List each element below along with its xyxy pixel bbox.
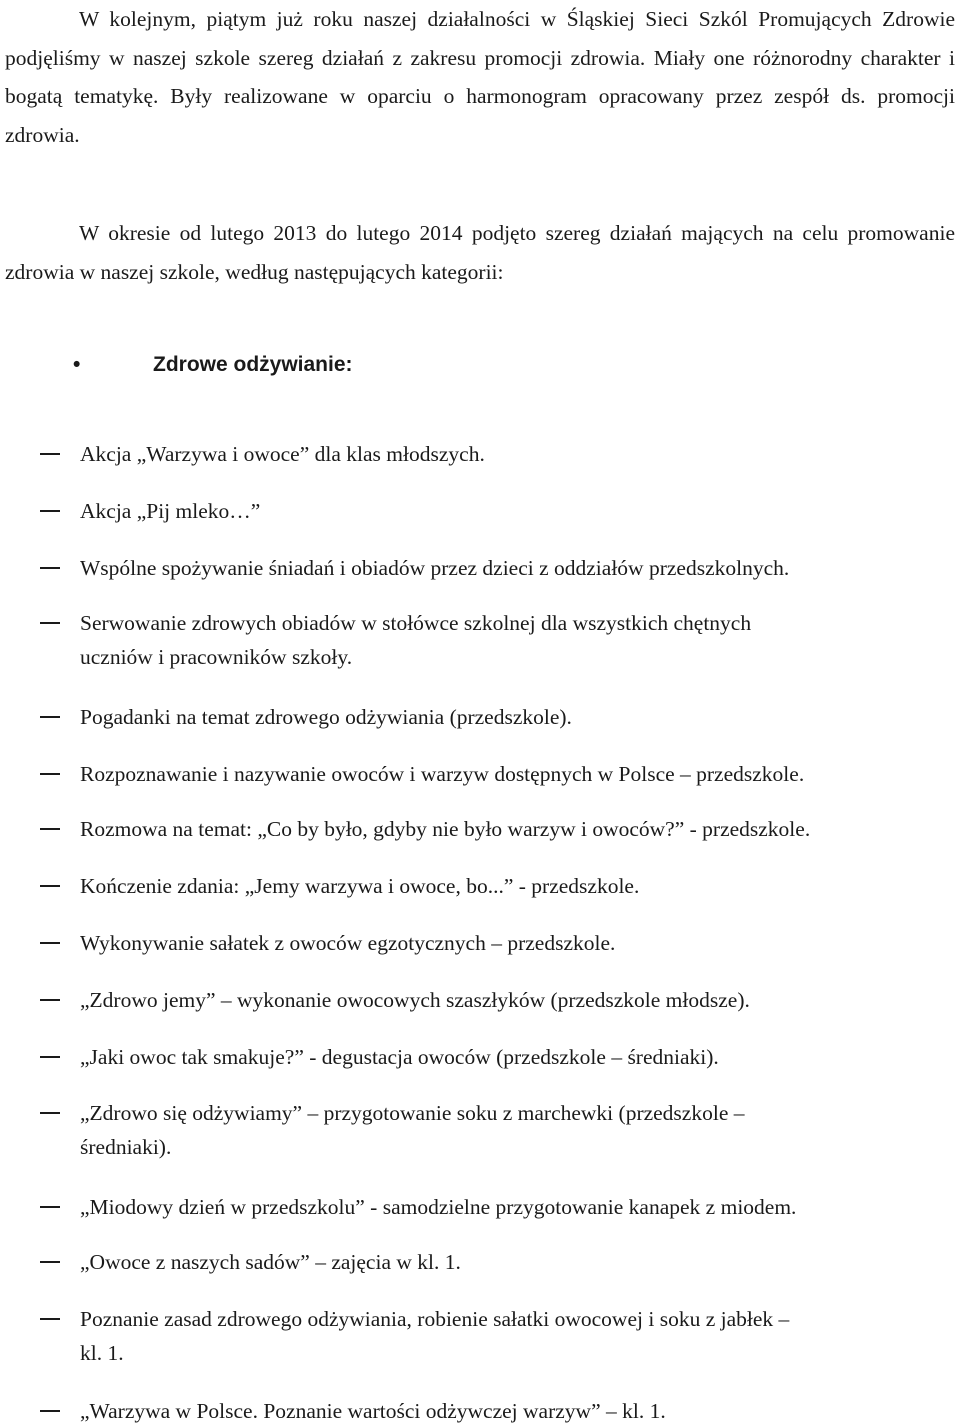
list-item-text: Akcja „Warzywa i owoce” dla klas młodszych. bbox=[80, 442, 485, 466]
dash-icon bbox=[40, 567, 60, 569]
list-item-text: Kończenie zdania: „Jemy warzywa i owoce, bo...” - przedszkole. bbox=[80, 874, 640, 898]
list-item-text: „Zdrowo jemy” – wykonanie owocowych szaszłyków (przedszkole młodsze). bbox=[80, 988, 750, 1012]
list-item-text: Rozmowa na temat: „Co by było, gdyby nie było warzyw i owoców?” - przedszkole. bbox=[80, 817, 811, 841]
list-item-text: Wspólne spożywanie śniadań i obiadów przez dzieci z oddziałów przedszkolnych. bbox=[80, 556, 790, 580]
dash-icon bbox=[40, 510, 60, 512]
intro-paragraph-1 bbox=[5, 0, 955, 154]
dash-icon bbox=[40, 622, 60, 624]
intro-paragraph-1-text: W kolejnym, piątym już roku naszej działalności w Śląskiej Sieci Szkól Promujących Zdrowie podjęliśmy w naszej szkole szereg działań z zakresu promocji zdrowia. Miały one różnorodny charakter i bogatą tematykę. Były realizowane w oparciu o harmonogram opracowany przez zespół ds. promocji zdrowia. bbox=[5, 7, 955, 147]
list-item-text: „Jaki owoc tak smakuje?” - degustacja owoców (przedszkole – średniaki). bbox=[80, 1045, 719, 1069]
section-heading bbox=[73, 348, 353, 382]
dash-icon bbox=[40, 828, 60, 830]
section-heading-text: Zdrowe odżywianie: bbox=[153, 353, 353, 376]
dash-icon bbox=[40, 453, 60, 455]
list-item-text: „Owoce z naszych sadów” – zajęcia w kl. 1. bbox=[80, 1250, 461, 1274]
dash-icon bbox=[40, 1318, 60, 1320]
dash-icon bbox=[40, 1112, 60, 1114]
list-item-text: Wykonywanie sałatek z owoców egzotycznych – przedszkole. bbox=[80, 931, 616, 955]
dash-icon bbox=[40, 716, 60, 718]
intro-paragraph-2 bbox=[5, 214, 955, 291]
dash-icon bbox=[40, 885, 60, 887]
list-item-text: Akcja „Pij mleko…” bbox=[80, 499, 261, 523]
list-item-text: Pogadanki na temat zdrowego odżywiania (przedszkole). bbox=[80, 705, 572, 729]
list-item-text: Rozpoznawanie i nazywanie owoców i warzyw dostępnych w Polsce – przedszkole. bbox=[80, 762, 805, 786]
dash-icon bbox=[40, 773, 60, 775]
list-item-text: „Miodowy dzień w przedszkolu” - samodzielne przygotowanie kanapek z miodem. bbox=[80, 1195, 797, 1219]
bullet-icon: • bbox=[73, 353, 81, 376]
dash-icon bbox=[40, 1410, 60, 1412]
dash-icon bbox=[40, 999, 60, 1001]
list-item-text: Serwowanie zdrowych obiadów w stołówce szkolnej dla wszystkich chętnych uczniów i pracowników szkoły. bbox=[80, 611, 752, 669]
dash-icon bbox=[40, 1261, 60, 1263]
list-item-text: Poznanie zasad zdrowego odżywiania, robienie sałatki owocowej i soku z jabłek – kl. 1. bbox=[80, 1307, 790, 1365]
dash-icon bbox=[40, 1206, 60, 1208]
list-item-text: „Warzywa w Polsce. Poznanie wartości odżywczej warzyw” – kl. 1. bbox=[80, 1399, 666, 1423]
dash-icon bbox=[40, 942, 60, 944]
intro-paragraph-2-text: W okresie od lutego 2013 do lutego 2014 podjęto szereg działań mających na celu promowanie zdrowia w naszej szkole, według następujących kategorii: bbox=[5, 221, 955, 284]
dash-icon bbox=[40, 1056, 60, 1058]
list-item-text: „Zdrowo się odżywiamy” – przygotowanie soku z marchewki (przedszkole – średniaki). bbox=[80, 1101, 745, 1159]
